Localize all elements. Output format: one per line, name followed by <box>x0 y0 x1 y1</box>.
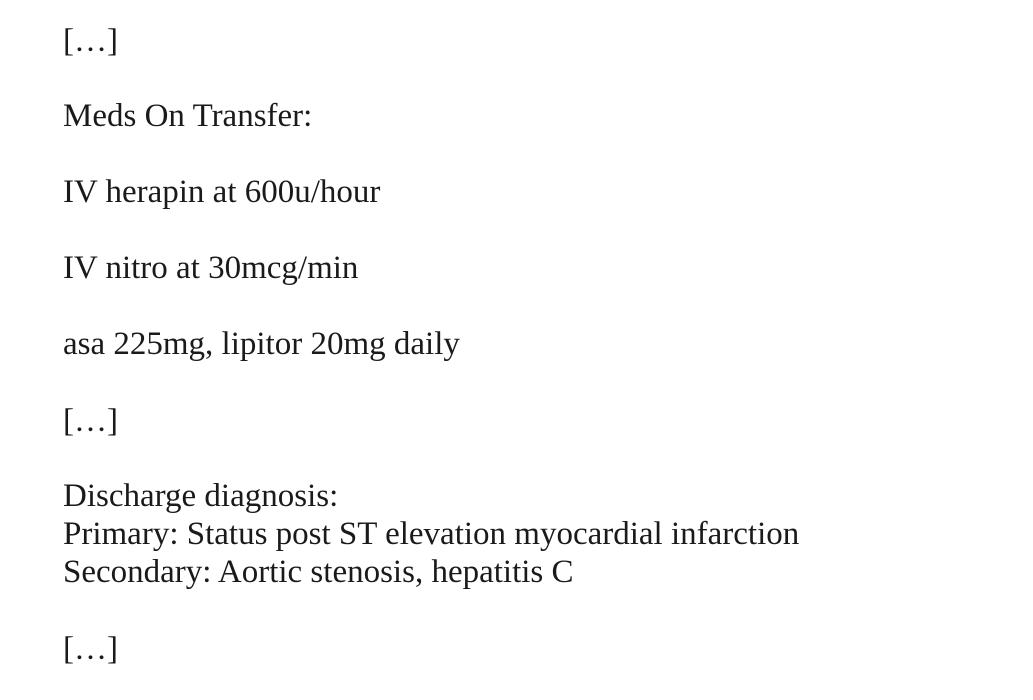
omission-marker-top: […] <box>63 23 118 59</box>
primary-diagnosis: Primary: Status post ST elevation myocardial infarction <box>63 516 800 552</box>
medication-asa-lipitor: asa 225mg, lipitor 20mg daily <box>63 326 460 362</box>
medication-nitro: IV nitro at 30mcg/min <box>63 250 359 286</box>
medication-heparin: IV herapin at 600u/hour <box>63 174 381 210</box>
meds-on-transfer-heading: Meds On Transfer: <box>63 98 313 134</box>
secondary-diagnosis: Secondary: Aortic stenosis, hepatitis C <box>63 554 574 590</box>
discharge-diagnosis-heading: Discharge diagnosis: <box>63 478 339 514</box>
omission-marker-bottom: […] <box>63 631 118 667</box>
omission-marker-middle: […] <box>63 403 118 439</box>
